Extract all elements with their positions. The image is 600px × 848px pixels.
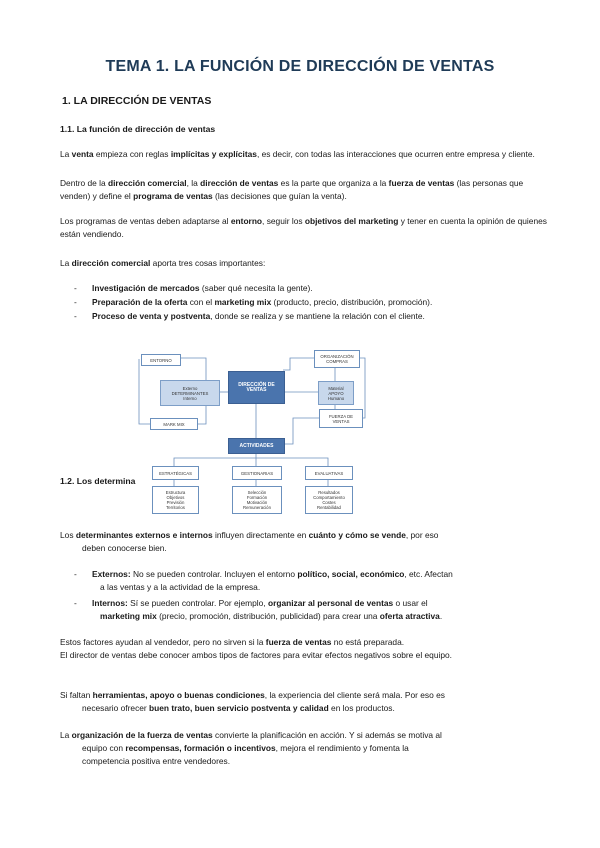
diagram-text: Formación [246,495,268,500]
diagram-text: COMPRAS [326,359,348,364]
paragraph-programas: Los programas de ventas deben adaptarse al entorno, seguir los objetivos del marketing y tener en cuenta la opinión de quienes están vendiendo. [60,216,547,239]
section-heading: 1. LA DIRECCIÓN DE VENTAS [62,95,212,107]
diagram-box-evaluativas: EVALUATIVAS [305,466,353,480]
diagram-text: Costes [322,500,336,505]
diagram-text: APOYO [328,390,344,396]
paragraph-venta: La venta empieza con reglas implícitas y explícitas, es decir, con todas las interacciones que ocurren entre empresa y cliente. [60,149,535,159]
diagram-text: Comportamiento [313,495,345,500]
diagram-box-determinantes [160,380,220,406]
diagram-text: Interno [183,395,197,401]
diagram-box-entorno: ENTORNO [141,354,181,366]
diagram-box-estrategicas-items [152,486,199,514]
diagram-text: Rentabilidad [317,505,341,510]
diagram-text: Estructura [165,490,186,495]
diagram-box-direccion [228,371,285,404]
list-item: - Externos: No se pueden controlar. Incluyen el entorno político, social, económico, etc. Afectan a las ventas y a la actividad de la empresa. [74,569,453,592]
diagram-box-marketing-mix: MARK MIX [150,418,198,430]
diagram-text: Objetivos [166,495,185,500]
diagram-text: Remuneración [243,505,271,510]
list-item: - Proceso de venta y postventa, donde se realiza y se mantiene la relación con el cliente. [74,311,425,321]
diagram-box-gestionarias-items [232,486,282,514]
diagram-text: VENTAS [332,418,350,424]
paragraph-determinantes: Los determinantes externos e internos influyen directamente en cuánto y cómo se vende, por eso deben conocerse bien. [60,530,439,553]
diagram-text: Selección [247,490,267,495]
paragraph-factores: Estos factores ayudan al vendedor, pero no sirven si la fuerza de ventas no está preparada. El director de ventas debe conocer ambos tipos de factores para evitar efectos negativos sobre el equipo. [60,637,452,660]
diagram-text: Motivación [246,500,268,505]
page-title: TEMA 1. LA FUNCIÓN DE DIRECCIÓN DE VENTAS [105,58,495,75]
diagram-text: FUERZA DE [328,413,354,419]
diagram-text: Material [328,385,344,391]
diagram-box-fuerza [319,409,363,428]
diagram-text: Resultados [318,490,340,495]
diagram-box-estrategicas: ESTRATÉGICAS [152,466,199,480]
paragraph-organizacion: La organización de la fuerza de ventas convierte la planificación en acción. Y si además se motiva al equipo con recompensas, formación o incentivos, mejora el rendimiento y fomenta la competencia positiva entre vendedores. [60,730,442,766]
paragraph-aporta: La dirección comercial aporta tres cosas importantes: [60,258,266,268]
list-item: - Internos: Sí se pueden controlar. Por ejemplo, organizar al personal de ventas o usar el marketing mix (precio, promoción, distribución, publicidad) para crear una oferta atractiva. [74,598,443,621]
diagram-box-actividades: ACTIVIDADES [228,438,285,454]
diagram-text: VENTAS [246,386,267,393]
diagram-text: ORGANIZACIÓN [320,354,354,359]
list-item: - Investigación de mercados (saber qué necesita la gente). [74,283,313,293]
diagram-text: DIRECCIÓN DE [238,381,275,388]
diagram-text: Previsión [166,500,185,505]
diagram-box-gestionarias: GESTIONARIAS [232,466,282,480]
list-item: - Preparación de la oferta con el marketing mix (producto, precio, distribución, promoción). [74,297,433,307]
diagram-box-apoyo [318,381,354,405]
paragraph-herramientas: Si faltan herramientas, apoyo o buenas condiciones, la experiencia del cliente será mala. Por eso es necesario ofrecer buen trato, buen servicio postventa y calidad en los productos. [60,690,445,713]
diagram-text: Humano [327,395,345,401]
diagram-box-organizacion [314,350,360,368]
subsection-heading: 1.1. La función de dirección de ventas [60,124,216,134]
diagram-box-evaluativas-items [305,486,353,514]
diagram-text: Territorios [166,505,185,510]
diagram-text: DETERMINANTES [171,390,209,396]
diagram-text: Externo [182,385,198,391]
paragraph-direccion: Dentro de la dirección comercial, la dirección de ventas es la parte que organiza a la fuerza de ventas (las personas que venden) y define el programa de ventas (las decisiones que guían la venta). [60,178,524,201]
subsection-heading: 1.2. Los determina [60,476,136,486]
